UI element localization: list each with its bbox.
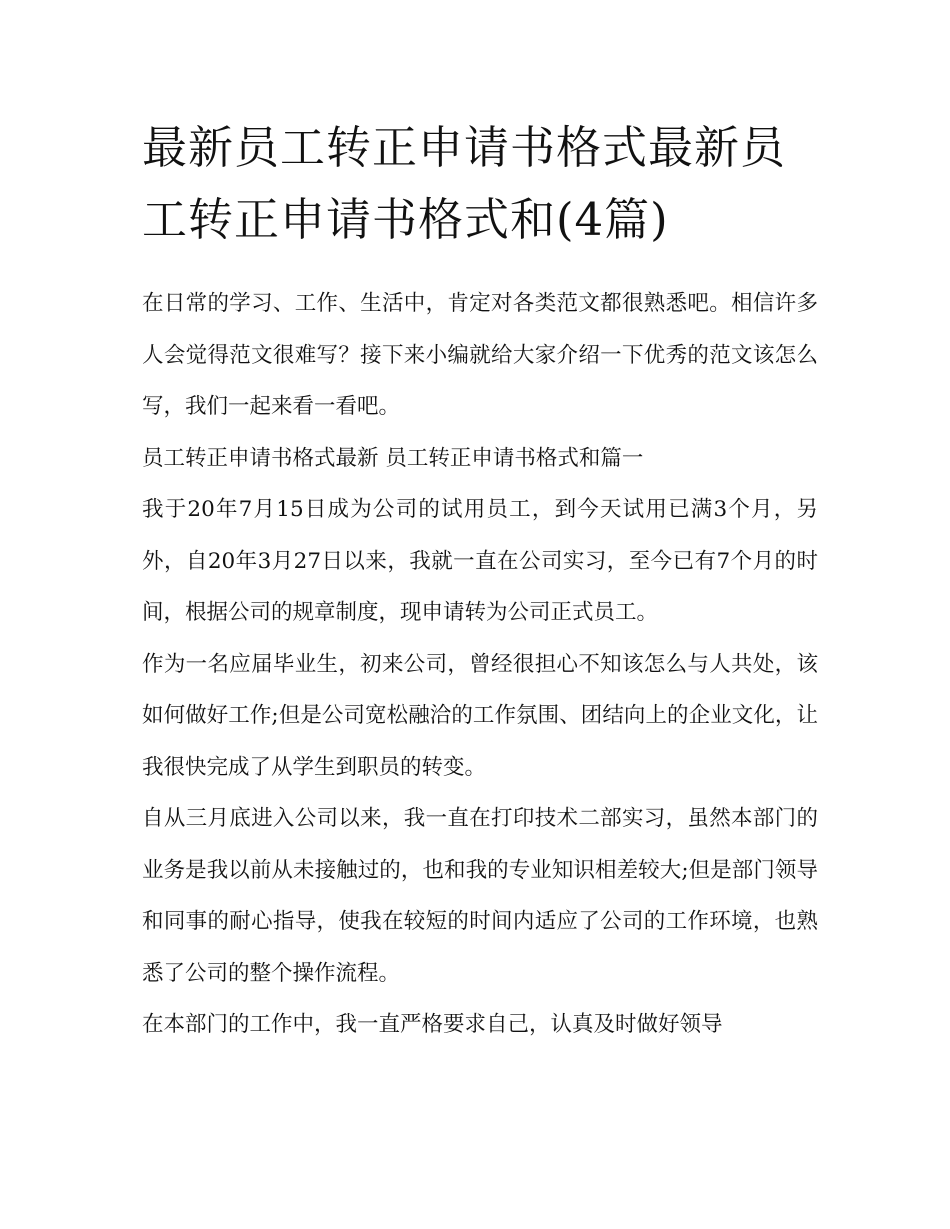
- paragraph-probation: 我于20年7月15日成为公司的试用员工，到今天试用已满3个月，另外，自20年3月27日以来，我就一直在公司实习，至今已有7个月的时间，根据公司的规章制度，现申请转为公司正式员工。: [142, 497, 818, 625]
- paragraph-department: 自从三月底进入公司以来，我一直在打印技术二部实习，虽然本部门的业务是我以前从未接触过的，也和我的专业知识相差较大;但是部门领导和同事的耐心指导，使我在较短的时间内适应了公司的工作环境，也熟悉了公司的整个操作流程。: [142, 806, 818, 986]
- paragraph-work: 在本部门的工作中，我一直严格要求自己，认真及时做好领导: [142, 1012, 723, 1037]
- paragraph-intro: 在日常的学习、工作、生活中，肯定对各类范文都很熟悉吧。相信许多人会觉得范文很难写？接下来小编就给大家介绍一下优秀的范文该怎么写，我们一起来看一看吧。: [142, 291, 818, 419]
- paragraph-graduate: 作为一名应届毕业生，初来公司，曾经很担心不知该怎么与人共处，该如何做好工作;但是公司宽松融洽的工作氛围、团结向上的企业文化，让我很快完成了从学生到职员的转变。: [142, 651, 818, 780]
- document-title: 最新员工转正申请书格式最新员工转正申请书格式和(4篇): [142, 121, 787, 246]
- document-body: [142, 278, 818, 1051]
- section-heading: 员工转正申请书格式最新 员工转正申请书格式和篇一: [142, 445, 644, 471]
